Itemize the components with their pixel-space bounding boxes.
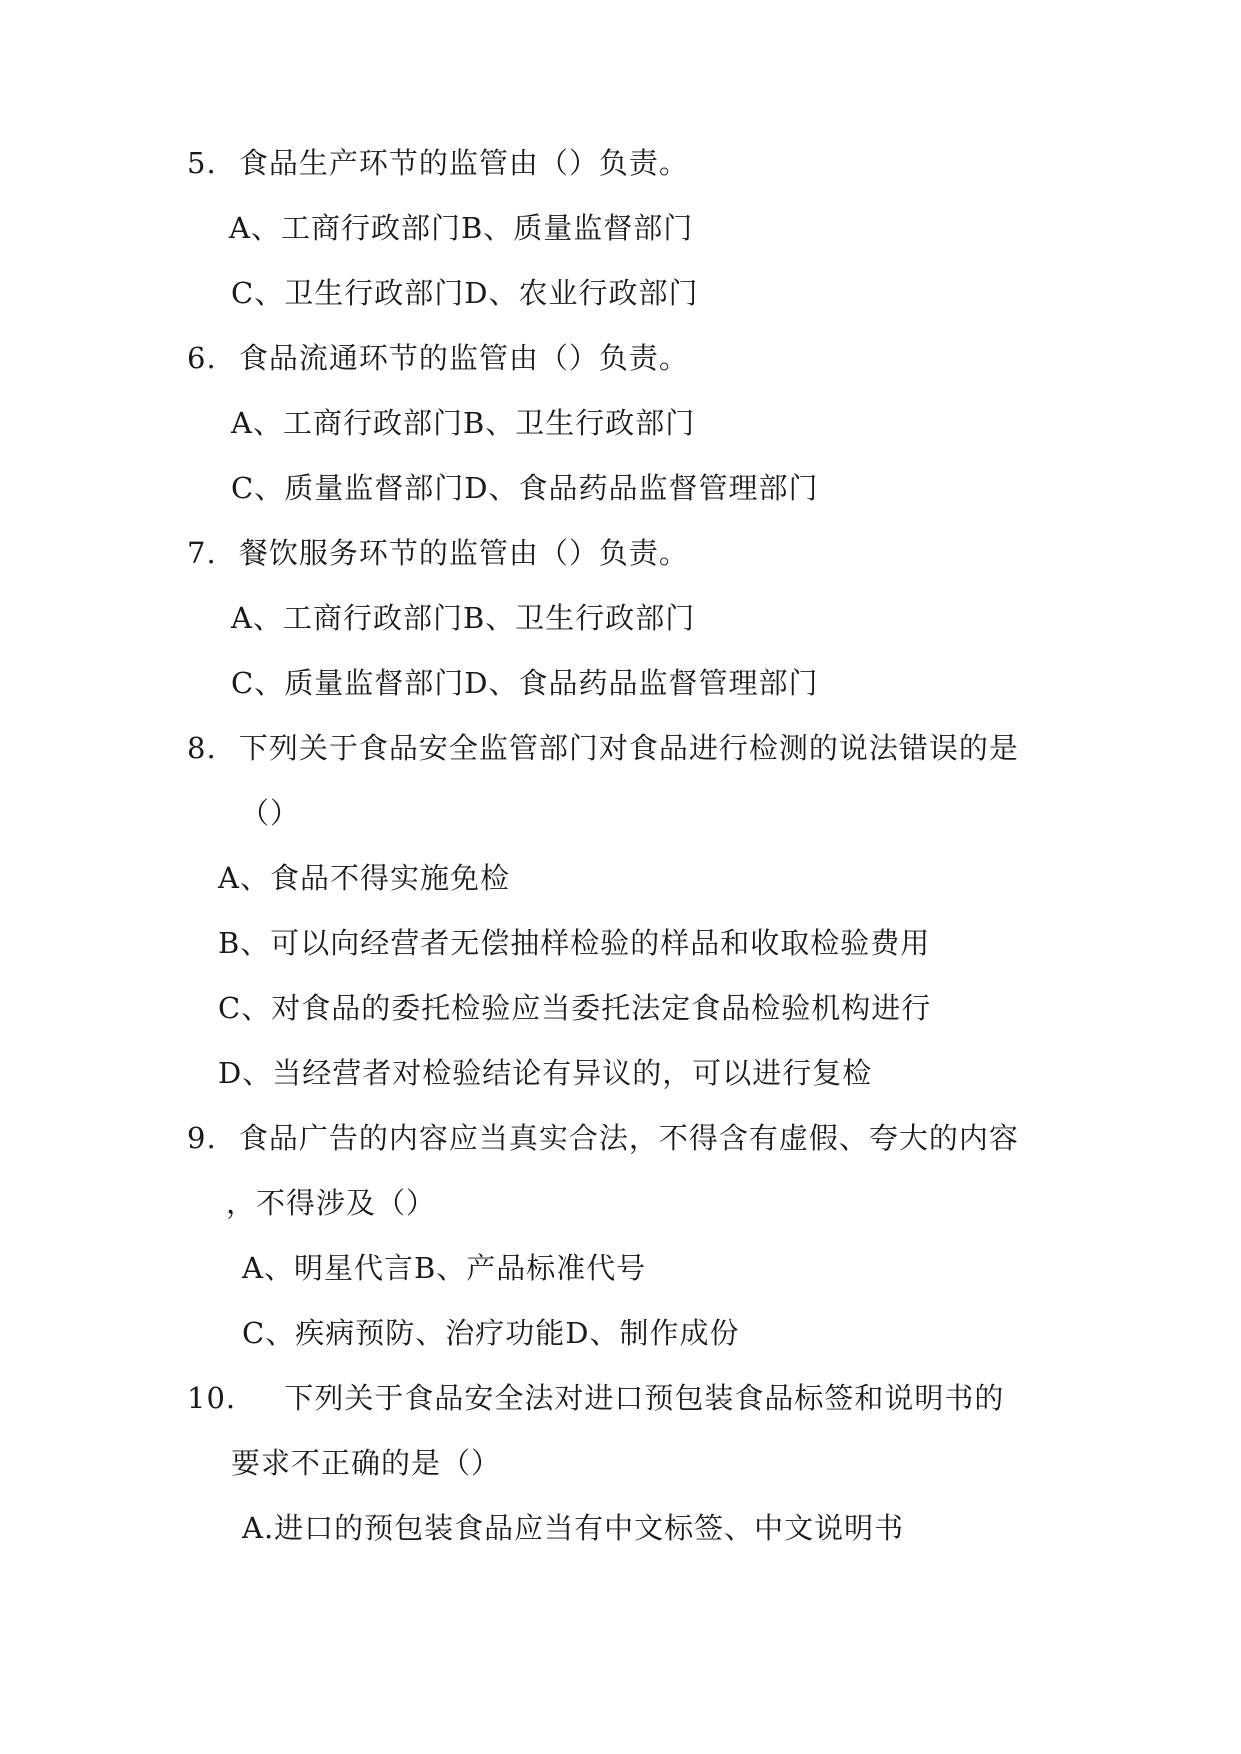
- question-stem: 下列关于食品安全监管部门对食品进行检测的说法错误的是: [238, 731, 1019, 765]
- question-8: [187, 728, 1019, 768]
- question-stem: 食品生产环节的监管由（）负责。: [238, 146, 689, 180]
- question-number: 5.: [187, 146, 217, 180]
- option-line: C、卫生行政部门D、农业行政部门: [231, 276, 699, 310]
- question-stem: 食品广告的内容应当真实合法，不得含有虚假、夸大的内容: [238, 1121, 1019, 1155]
- question-stem-continuation: （）: [240, 796, 301, 830]
- question-stem-continuation: ，不得涉及（）: [226, 1186, 437, 1220]
- option-line: A、明星代言B、产品标准代号: [242, 1251, 647, 1285]
- question-stem-continuation: 要求不正确的是（）: [231, 1446, 502, 1480]
- option-line: A、工商行政部门B、质量监督部门: [229, 211, 694, 245]
- question-10: [187, 1378, 1004, 1418]
- question-number: 9.: [187, 1121, 217, 1155]
- question-5: [187, 143, 689, 183]
- question-7: [187, 533, 689, 573]
- question-number: 6.: [187, 341, 217, 375]
- option-line: D、当经营者对检验结论有异议的，可以进行复检: [218, 1056, 873, 1090]
- option-line: C、质量监督部门D、食品药品监督管理部门: [231, 666, 819, 700]
- question-6: [187, 338, 689, 378]
- question-stem: 食品流通环节的监管由（）负责。: [238, 341, 689, 375]
- option-line: A、工商行政部门B、卫生行政部门: [231, 406, 696, 440]
- question-stem: 下列关于食品安全法对进口预包装食品标签和说明书的: [284, 1381, 1005, 1415]
- option-line: A.进口的预包装食品应当有中文标签、中文说明书: [242, 1511, 905, 1545]
- option-line: A、食品不得实施免检: [218, 861, 510, 895]
- option-line: C、对食品的委托检验应当委托法定食品检验机构进行: [218, 991, 932, 1025]
- question-stem: 餐饮服务环节的监管由（）负责。: [238, 536, 689, 570]
- question-number: 10.: [187, 1381, 237, 1415]
- question-number: 7.: [187, 536, 217, 570]
- question-9: [187, 1118, 1019, 1158]
- option-line: C、质量监督部门D、食品药品监督管理部门: [231, 471, 819, 505]
- question-number: 8.: [187, 731, 217, 765]
- option-line: A、工商行政部门B、卫生行政部门: [231, 601, 696, 635]
- option-line: C、疾病预防、治疗功能D、制作成份: [242, 1316, 740, 1350]
- option-line: B、可以向经营者无偿抽样检验的样品和收取检验费用: [218, 926, 931, 960]
